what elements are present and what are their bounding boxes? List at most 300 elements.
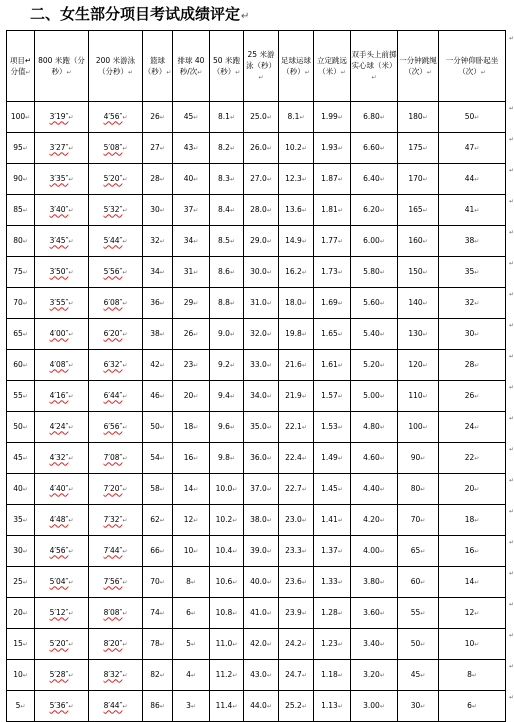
table-cell	[35, 536, 89, 567]
cell-mark-icon: ↵	[122, 640, 128, 648]
table-cell	[210, 474, 244, 505]
cell-value: 5	[186, 638, 191, 648]
table-cell	[35, 288, 89, 319]
table-cell	[210, 536, 244, 567]
table-cell	[244, 288, 279, 319]
table-cell	[351, 443, 398, 474]
table-cell	[351, 474, 398, 505]
table-cell	[279, 536, 314, 567]
cell-value: 8.5	[218, 235, 230, 245]
table-cell	[279, 660, 314, 691]
cell-mark-icon: ↵	[122, 516, 128, 524]
cell-mark-icon: ↵	[301, 175, 307, 183]
table-cell	[351, 598, 398, 629]
row-end-mark-icon: ↵	[508, 663, 514, 670]
cell-value: 34.0	[250, 390, 267, 400]
cell-value: 33.0	[250, 359, 267, 369]
table-cell	[173, 319, 210, 350]
cell-mark-icon: ↵	[159, 206, 165, 214]
table-cell	[143, 691, 173, 722]
cell-value: 8.1	[287, 111, 300, 121]
table-cell	[398, 691, 439, 722]
table-cell	[398, 598, 439, 629]
cell-mark-icon: ↵	[474, 454, 480, 462]
cell-mark-icon: ↵	[159, 268, 165, 276]
cell-mark-icon: ↵	[474, 423, 480, 431]
cell-mark-icon: ↵	[337, 175, 343, 183]
cell-value: 20	[183, 390, 194, 400]
table-cell	[351, 567, 398, 598]
cell-value: 100	[408, 421, 423, 431]
cell-value: 3′45″	[49, 235, 69, 245]
table-cell	[279, 319, 314, 350]
cell-mark-icon: ↵	[25, 113, 31, 121]
table-cell	[351, 164, 398, 195]
cell-mark-icon: ↵	[301, 299, 307, 307]
cell-value: 5.60	[363, 297, 380, 307]
cell-mark-icon: ↵	[68, 702, 74, 710]
cell-value: 5.20	[363, 359, 380, 369]
table-cell	[173, 598, 210, 629]
cell-mark-icon: ↵	[193, 454, 199, 462]
row-end-mark-icon: ↵	[508, 198, 514, 205]
table-row	[7, 474, 506, 505]
table-cell	[7, 629, 35, 660]
cell-mark-icon: ↵	[122, 485, 128, 493]
table-cell	[351, 660, 398, 691]
cell-mark-icon: ↵	[25, 68, 31, 76]
table-cell	[244, 629, 279, 660]
cell-mark-icon: ↵	[420, 547, 426, 555]
cell-value: 8.6	[218, 266, 230, 276]
cell-value: 1.87	[321, 173, 338, 183]
cell-mark-icon: ↵	[301, 702, 307, 710]
cell-mark-icon: ↵	[379, 144, 385, 152]
table-cell	[439, 505, 514, 536]
table-cell	[398, 102, 439, 133]
table-cell	[210, 319, 244, 350]
table-cell	[143, 288, 173, 319]
table-cell	[439, 536, 514, 567]
cell-mark-icon: ↵	[337, 578, 343, 586]
cell-mark-icon: ↵	[159, 330, 165, 338]
table-cell	[7, 412, 35, 443]
cell-value: 7′56″	[103, 576, 123, 586]
cell-value: 4.80	[363, 421, 380, 431]
cell-value: 28	[150, 173, 160, 183]
table-cell	[7, 381, 35, 412]
table-cell	[314, 474, 351, 505]
cell-mark-icon: ↵	[337, 392, 343, 400]
cell-mark-icon: ↵	[193, 361, 199, 369]
cell-mark-icon: ↵	[422, 237, 428, 245]
table-cell	[398, 226, 439, 257]
cell-value: 30	[410, 700, 421, 710]
cell-value: 100	[10, 111, 26, 121]
table-cell	[143, 412, 173, 443]
cell-value: 4′56″	[49, 545, 69, 555]
table-cell	[89, 691, 143, 722]
cell-mark-icon: ↵	[159, 175, 165, 183]
table-cell	[439, 102, 514, 133]
table-cell	[89, 257, 143, 288]
cell-value: 12	[464, 607, 475, 617]
table-cell	[244, 567, 279, 598]
table-cell	[210, 381, 244, 412]
cell-value: 25.2	[285, 700, 302, 710]
row-end-mark-icon: ↵	[508, 508, 514, 515]
table-cell	[244, 350, 279, 381]
table-cell	[7, 288, 35, 319]
header-label: 双手头上前掷实心球（米）	[351, 50, 397, 70]
cell-mark-icon: ↵	[229, 268, 235, 276]
cell-mark-icon: ↵	[420, 454, 426, 462]
table-cell	[143, 567, 173, 598]
table-cell	[439, 412, 514, 443]
table-cell	[7, 133, 35, 164]
cell-value: 6.00	[363, 235, 380, 245]
cell-value: 23.9	[285, 607, 302, 617]
cell-value: 36.0	[250, 452, 267, 462]
cell-mark-icon: ↵	[122, 113, 128, 121]
table-cell	[244, 381, 279, 412]
cell-mark-icon: ↵	[420, 485, 426, 493]
cell-value: 8′44″	[103, 700, 123, 710]
cell-value: 31	[183, 266, 194, 276]
cell-value: 8.4	[218, 204, 230, 214]
table-cell	[7, 350, 35, 381]
cell-mark-icon: ↵	[190, 671, 196, 679]
cell-value: 1.73	[321, 266, 338, 276]
cell-value: 5′08″	[103, 142, 123, 152]
cell-value: 3.00	[363, 700, 380, 710]
cell-value: 4′24″	[49, 421, 69, 431]
table-cell	[210, 567, 244, 598]
cell-mark-icon: ↵	[371, 74, 377, 81]
cell-value: 80	[410, 483, 421, 493]
header-cell	[439, 31, 514, 102]
table-cell	[173, 350, 210, 381]
cell-value: 23	[183, 359, 194, 369]
header-cell	[35, 31, 89, 102]
cell-value: 9.2	[218, 359, 230, 369]
table-cell	[210, 257, 244, 288]
row-end-mark-icon: ↵	[508, 601, 514, 608]
cell-value: 6′08″	[103, 297, 123, 307]
table-cell	[89, 133, 143, 164]
table-cell	[7, 691, 35, 722]
table-cell	[439, 381, 514, 412]
cell-value: 54	[150, 452, 160, 462]
table-cell	[7, 257, 35, 288]
table-row	[7, 505, 506, 536]
cell-mark-icon: ↵	[68, 547, 74, 555]
table-cell	[35, 412, 89, 443]
cell-mark-icon: ↵	[193, 175, 199, 183]
table-cell	[279, 443, 314, 474]
cell-value: 9.4	[218, 390, 230, 400]
cell-value: 23.3	[285, 545, 302, 555]
cell-mark-icon: ↵	[474, 392, 480, 400]
cell-mark-icon: ↵	[337, 206, 343, 214]
cell-mark-icon: ↵	[229, 299, 235, 307]
table-cell	[398, 195, 439, 226]
table-cell	[35, 474, 89, 505]
cell-mark-icon: ↵	[22, 423, 28, 431]
cell-value: 6	[186, 607, 191, 617]
cell-mark-icon: ↵	[266, 175, 272, 183]
cell-mark-icon: ↵	[474, 237, 480, 245]
cell-value: 20	[13, 607, 23, 617]
cell-value: 10.2	[215, 514, 233, 524]
cell-value: 66	[150, 545, 160, 555]
cell-mark-icon: ↵	[122, 702, 128, 710]
table-cell	[173, 536, 210, 567]
table-cell	[279, 691, 314, 722]
cell-value: 34	[150, 266, 160, 276]
cell-value: 3.40	[363, 638, 380, 648]
cell-value: 85	[13, 204, 23, 214]
cell-value: 42	[150, 359, 160, 369]
cell-mark-icon: ↵	[337, 299, 343, 307]
table-cell	[398, 288, 439, 319]
cell-mark-icon: ↵	[420, 516, 426, 524]
cell-value: 55	[410, 607, 421, 617]
cell-value: 3′35″	[49, 173, 69, 183]
cell-mark-icon: ↵	[22, 206, 28, 214]
cell-value: 6.20	[363, 204, 380, 214]
cell-mark-icon: ↵	[266, 392, 272, 400]
table-cell	[89, 350, 143, 381]
cell-value: 9.8	[218, 452, 230, 462]
cell-mark-icon: ↵	[301, 268, 307, 276]
table-cell	[35, 660, 89, 691]
table-cell	[143, 629, 173, 660]
header-label: 50 米跑（秒）	[212, 55, 240, 76]
cell-value: 26	[183, 328, 194, 338]
cell-value: 60	[410, 576, 421, 586]
cell-mark-icon: ↵	[159, 516, 165, 524]
table-cell	[143, 598, 173, 629]
table-row	[7, 567, 506, 598]
cell-value: 1.81	[321, 204, 338, 214]
cell-mark-icon: ↵	[68, 268, 74, 276]
table-cell	[351, 133, 398, 164]
paragraph-mark-icon: ↵	[241, 11, 250, 22]
table-cell	[173, 226, 210, 257]
cell-mark-icon: ↵	[337, 547, 343, 555]
cell-value: 43	[183, 142, 194, 152]
table-cell	[244, 257, 279, 288]
table-cell	[398, 164, 439, 195]
cell-value: 5′04″	[49, 576, 69, 586]
cell-mark-icon: ↵	[266, 423, 272, 431]
cell-value: 110	[408, 390, 423, 400]
cell-value: 5′56″	[103, 266, 123, 276]
row-end-mark-icon: ↵	[508, 322, 514, 329]
table-cell	[279, 350, 314, 381]
cell-value: 5′20″	[49, 638, 69, 648]
cell-mark-icon: ↵	[301, 237, 307, 245]
cell-value: 4′40″	[49, 483, 69, 493]
table-cell	[314, 443, 351, 474]
cell-value: 4.00	[363, 545, 380, 555]
cell-mark-icon: ↵	[232, 516, 238, 524]
cell-mark-icon: ↵	[379, 268, 385, 276]
table-cell	[279, 288, 314, 319]
table-cell	[439, 598, 514, 629]
cell-mark-icon: ↵	[22, 268, 28, 276]
cell-value: 38.0	[250, 514, 267, 524]
cell-mark-icon: ↵	[474, 206, 480, 214]
cell-mark-icon: ↵	[193, 330, 199, 338]
cell-mark-icon: ↵	[474, 640, 480, 648]
cell-mark-icon: ↵	[122, 206, 128, 214]
table-cell	[314, 164, 351, 195]
cell-value: 38	[464, 235, 475, 245]
header-cell	[89, 31, 143, 102]
cell-mark-icon: ↵	[474, 578, 480, 586]
cell-mark-icon: ↵	[301, 330, 307, 338]
cell-value: 70	[150, 576, 160, 586]
cell-value: 10.2	[285, 142, 302, 152]
cell-mark-icon: ↵	[232, 547, 238, 555]
cell-mark-icon: ↵	[68, 330, 74, 338]
header-cell	[173, 31, 210, 102]
table-row	[7, 660, 506, 691]
cell-value: 8	[186, 576, 191, 586]
table-cell	[35, 691, 89, 722]
cell-value: 7′08″	[103, 452, 123, 462]
cell-mark-icon: ↵	[193, 299, 199, 307]
cell-value: 6′32″	[103, 359, 123, 369]
table-cell	[143, 319, 173, 350]
cell-mark-icon: ↵	[229, 392, 235, 400]
table-cell	[314, 381, 351, 412]
cell-mark-icon: ↵	[22, 454, 28, 462]
table-cell	[143, 164, 173, 195]
cell-mark-icon: ↵	[379, 361, 385, 369]
cell-value: 30	[464, 328, 475, 338]
row-end-mark-icon: ↵	[508, 477, 514, 484]
cell-mark-icon: ↵	[379, 175, 385, 183]
cell-mark-icon: ↵	[337, 330, 343, 338]
table-cell	[244, 226, 279, 257]
table-cell	[398, 536, 439, 567]
table-cell	[398, 443, 439, 474]
cell-value: 5′44″	[103, 235, 123, 245]
title-text: 二、女生部分项目考试成绩评定	[30, 5, 241, 23]
cell-value: 4′56″	[103, 111, 123, 121]
cell-mark-icon: ↵	[337, 702, 343, 710]
row-end-mark-icon: ↵	[508, 105, 514, 112]
cell-value: 4.40	[363, 483, 380, 493]
cell-mark-icon: ↵	[22, 485, 28, 493]
table-cell	[351, 226, 398, 257]
cell-mark-icon: ↵	[422, 299, 428, 307]
table-row	[7, 226, 506, 257]
cell-value: 6.80	[363, 111, 380, 121]
row-end-mark-icon: ↵	[508, 539, 514, 546]
cell-value: 120	[408, 359, 423, 369]
cell-mark-icon: ↵	[68, 113, 74, 121]
table-cell	[244, 195, 279, 226]
table-cell	[173, 381, 210, 412]
cell-mark-icon: ↵	[122, 330, 128, 338]
cell-value: 40	[13, 483, 23, 493]
cell-value: 14.9	[285, 235, 302, 245]
cell-value: 11.4	[215, 700, 233, 710]
table-cell	[173, 660, 210, 691]
row-end-mark-icon: ↵	[508, 35, 514, 42]
cell-value: 46	[150, 390, 160, 400]
cell-mark-icon: ↵	[422, 144, 428, 152]
cell-mark-icon: ↵	[379, 609, 385, 617]
table-cell	[314, 350, 351, 381]
cell-value: 4′48″	[49, 514, 69, 524]
table-row	[7, 629, 506, 660]
cell-mark-icon: ↵	[266, 547, 272, 555]
table-cell	[439, 164, 514, 195]
header-label: 800 米跑（分秒）	[38, 55, 85, 76]
cell-mark-icon: ↵	[301, 671, 307, 679]
table-cell	[279, 567, 314, 598]
cell-mark-icon: ↵	[422, 423, 428, 431]
cell-mark-icon: ↵	[340, 68, 346, 76]
cell-value: 1.57	[321, 390, 338, 400]
cell-mark-icon: ↵	[122, 175, 128, 183]
table-cell	[210, 598, 244, 629]
cell-value: 23.6	[285, 576, 302, 586]
table-cell	[279, 412, 314, 443]
cell-mark-icon: ↵	[379, 206, 385, 214]
cell-value: 1.77	[321, 235, 338, 245]
table-cell	[398, 133, 439, 164]
cell-value: 32	[150, 235, 160, 245]
cell-mark-icon: ↵	[193, 268, 199, 276]
table-cell	[7, 443, 35, 474]
cell-mark-icon: ↵	[299, 113, 305, 121]
cell-value: 3′50″	[49, 266, 69, 276]
cell-mark-icon: ↵	[232, 671, 238, 679]
table-cell	[398, 350, 439, 381]
cell-mark-icon: ↵	[337, 640, 343, 648]
cell-mark-icon: ↵	[337, 671, 343, 679]
row-end-mark-icon: ↵	[508, 632, 514, 639]
table-cell	[244, 660, 279, 691]
table-cell	[210, 505, 244, 536]
table-cell	[89, 288, 143, 319]
cell-value: 20	[464, 483, 475, 493]
table-cell	[143, 350, 173, 381]
table-cell	[210, 102, 244, 133]
table-row	[7, 288, 506, 319]
cell-value: 24.7	[285, 669, 302, 679]
cell-mark-icon: ↵	[122, 671, 128, 679]
cell-value: 5.00	[363, 390, 380, 400]
header-label: 一分钟仰卧起坐（次）	[445, 55, 499, 76]
cell-value: 6′44″	[103, 390, 123, 400]
cell-mark-icon: ↵	[22, 671, 28, 679]
table-cell	[314, 567, 351, 598]
row-end-mark-icon: ↵	[508, 384, 514, 391]
cell-value: 4.60	[363, 452, 380, 462]
table-row	[7, 443, 506, 474]
table-cell	[143, 381, 173, 412]
table-cell	[351, 536, 398, 567]
cell-mark-icon: ↵	[229, 423, 235, 431]
cell-value: 6.40	[363, 173, 380, 183]
